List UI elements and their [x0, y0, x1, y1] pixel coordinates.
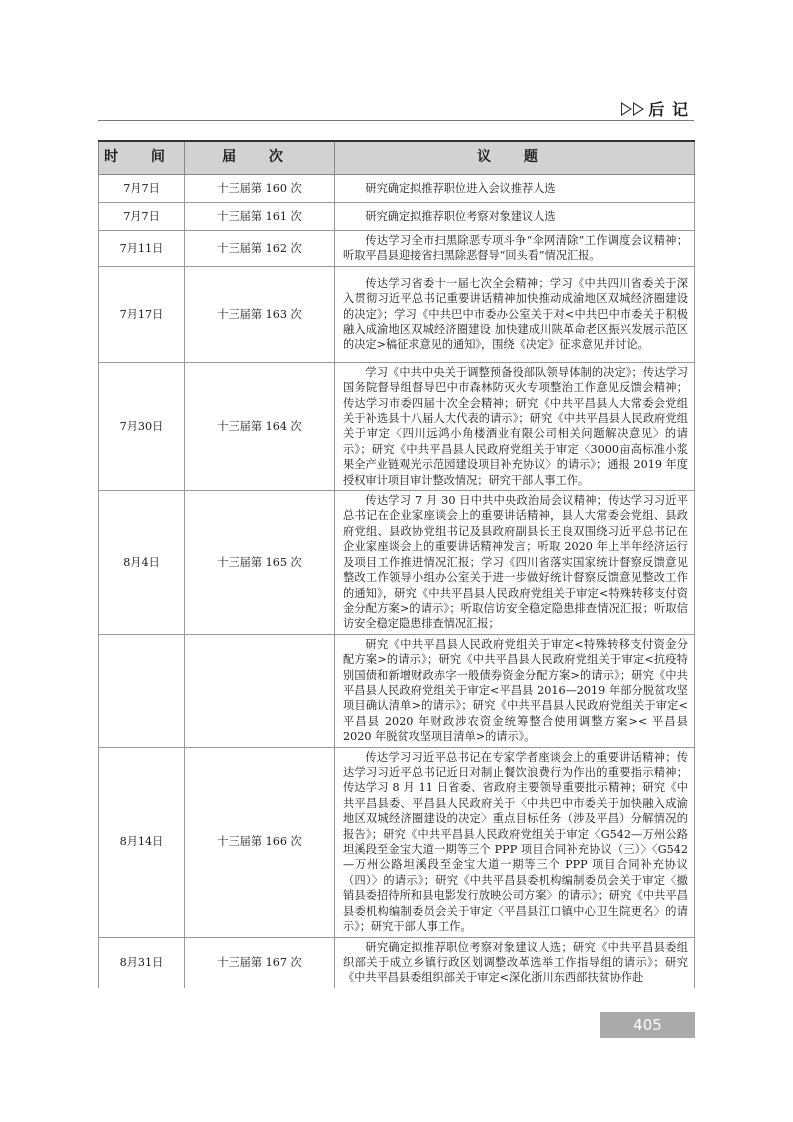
row-topic: 传达学习习近平总书记在专家学者座谈会上的重要讲话精神；传达学习习近平总书记近日对制止餐饮浪费行为作出的重要指示精神；传达学习 8 月 11 日省委、省政府主要领导重要批示精神；研究《中共平昌县委、平昌县人民政府关于〈中共巴中市委关于加快融入成渝地区双城经济圈建设的决定〉重点目标任务（涉及平昌）分解情况的报告》；研究《中共平昌县人民政府党组关于审定〈G542—万州公路坦溪段至金宝大道一期等三个 PPP 项目合同补充协议（三）〉〈G542—万州公路坦溪段至金宝大道一期等三个 PPP 项目合同补充协议（四）〉的请示》；研究《中共平昌县委机构编制委员会关于审定〈撤销县委招待所和县电影发行放映公司方案〉的请示》；研究《中共平昌县委机构编制委员会关于审定〈平昌县江口镇中心卫生院更名〉的请示》；研究干部人事工作。 — [335, 747, 695, 937]
page-number: 405 — [600, 1012, 695, 1038]
row-date: 7月7日 — [99, 175, 185, 203]
row-topic: 传达学习全市扫黑除恶专项斗争“伞网清除”工作调度会议精神；听取平昌县迎接省扫黑除恶督导“回头看”情况汇报。 — [335, 231, 695, 267]
row-topic: 学习《中共中央关于调整预备役部队领导体制的决定》；传达学习国务院督导组督导巴中市森林防灭火专项整治工作意见反馈会精神；传达学习市委四届十次全会精神；研究《中共平昌县人大常委会党组关于补选县十八届人大代表的请示》；研究《中共平昌县人民政府党组关于审定〈四川远鸿小角楼酒业有限公司相关问题解决意见〉的请示》；研究《中共平昌县人民政府党组关于审定〈3000亩高标准小浆果全产业链观光示范园建设项目补充协议〉的请示》；通报 2019 年度授权审计项目审计整改情况；研究干部人事工作。 — [335, 362, 695, 490]
table-row — [99, 362, 695, 490]
row-topic: 研究确定拟推荐职位进入会议推荐人选 — [335, 175, 695, 203]
table-row — [99, 175, 695, 203]
table-header-row — [99, 141, 695, 175]
row-date: 8月4日 — [99, 491, 185, 635]
column-header-topic: 议 题 — [335, 141, 695, 175]
row-date: 7月7日 — [99, 203, 185, 231]
section-title: 后 记 — [648, 100, 689, 119]
row-session: 十三届第 166 次 — [185, 747, 335, 937]
column-header-date: 时 间 — [99, 141, 185, 175]
table-row — [99, 491, 695, 635]
row-date: 7月11日 — [99, 231, 185, 267]
table-row — [99, 937, 695, 988]
table-row — [99, 266, 695, 362]
table-row — [99, 231, 695, 267]
double-triangle-icon — [621, 102, 644, 116]
header-rule — [98, 120, 694, 121]
row-date: 7月30日 — [99, 362, 185, 490]
row-topic: 传达学习省委十一届七次全会精神；学习《中共四川省委关于深入贯彻习近平总书记重要讲话精神加快推动成渝地区双城经济圈建设的决定》；学习《中共巴中市委办公室关于对<中共巴中市委关于积极融入成渝地区双城经济圈建设 加快建成川陕革命老区振兴发展示范区的决定>稿征求意见的通知》，围绕《决定》征求意见并讨论。 — [335, 266, 695, 362]
row-topic: 研究《中共平昌县人民政府党组关于审定<特殊转移支付资金分配方案>的请示》；研究《中共平昌县人民政府党组关于审定<抗疫特别国债和新增财政赤字一般债券资金分配方案>的请示》；研究《中共平昌县人民政府党组关于审定<平昌县 2016—2019 年部分脱贫攻坚项目确认清单>的请示》；研究《中共平昌县人民政府党组关于审定<平昌县 2020 年财政涉农资金统筹整合使用调整方案>< 平昌县 2020 年脱贫攻坚项目清单>的请示》。 — [335, 634, 695, 747]
row-session: 十三届第 163 次 — [185, 266, 335, 362]
row-session: 十三届第 162 次 — [185, 231, 335, 267]
row-topic: 传达学习 7 月 30 日中共中央政治局会议精神；传达学习习近平总书记在企业家座谈会上的重要讲话精神，县人大常委会党组、县政府党组、县政协党组书记及县政府副县长王良双围绕习近平总书记在企业家座谈会上的重要讲话精神发言；听取 2020 年上半年经济运行及项目工作推进情况汇报；学习《四川省落实国家统计督察反馈意见整改工作领导小组办公室关于进一步做好统计督察反馈意见整改工作的通知》，研究《中共平昌县人民政府党组关于审定<特殊转移支付资金分配方案>的请示》；听取信访安全稳定隐患排查情况汇报；听取信访安全稳定隐患排查情况汇报； — [335, 491, 695, 635]
section-header — [621, 97, 689, 120]
table-row — [99, 634, 695, 747]
table-row — [99, 747, 695, 937]
row-session: 十三届第 160 次 — [185, 175, 335, 203]
row-topic: 研究确定拟推荐职位考察对象建议人选 — [335, 203, 695, 231]
row-date: 8月31日 — [99, 937, 185, 988]
meeting-table — [98, 140, 695, 988]
row-date — [99, 634, 185, 747]
row-session: 十三届第 167 次 — [185, 937, 335, 988]
row-date: 8月14日 — [99, 747, 185, 937]
table-row — [99, 203, 695, 231]
row-session: 十三届第 164 次 — [185, 362, 335, 490]
row-session — [185, 634, 335, 747]
row-date: 7月17日 — [99, 266, 185, 362]
row-session: 十三届第 161 次 — [185, 203, 335, 231]
row-session: 十三届第 165 次 — [185, 491, 335, 635]
column-header-session: 届 次 — [185, 141, 335, 175]
row-topic: 研究确定拟推荐职位考察对象建议人选；研究《中共平昌县委组织部关于成立乡镇行政区划调整改革选举工作指导组的请示》；研究《中共平昌县委组织部关于审定<深化浙川东西部扶贫协作赴 — [335, 937, 695, 988]
